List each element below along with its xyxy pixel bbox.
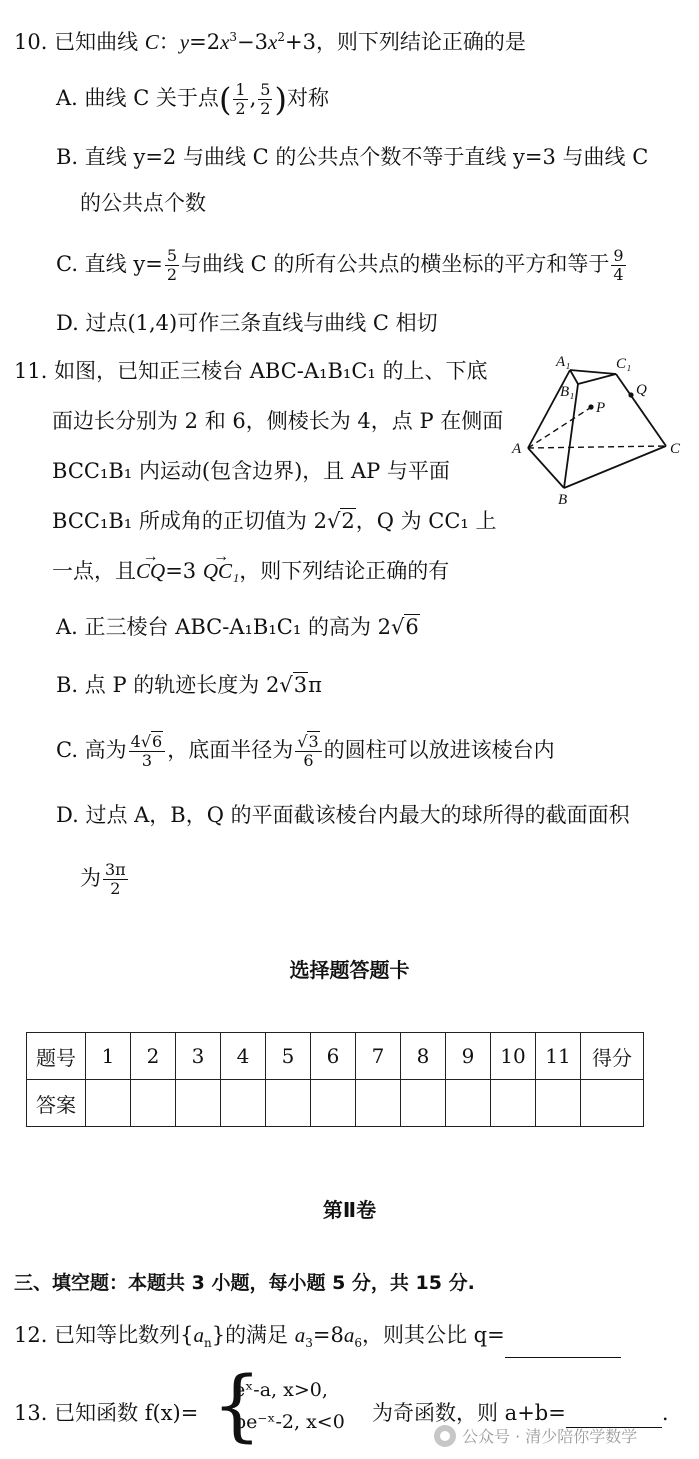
q13-piecewise xyxy=(234,1374,345,1438)
score-label-cell: 得分 xyxy=(581,1033,644,1080)
q10-option-b-line2: 的公共点个数 xyxy=(80,191,206,215)
row-label-answer: 答案 xyxy=(27,1080,86,1127)
frustum-figure xyxy=(508,356,688,506)
question-number-cell: 11 xyxy=(536,1033,581,1080)
edge-ab xyxy=(528,448,564,488)
q13-case-2: be⁻ˣ-2, x<0 xyxy=(234,1411,345,1433)
edge-b1c1 xyxy=(578,374,616,384)
part3-heading: 三、填空题：本题共 3 小题，每小题 5 分，共 15 分. xyxy=(14,1272,475,1294)
q11-option-d-line2: 为 $\frac{3\pi}{2}$ xyxy=(80,860,126,898)
q11-stem-line5: 一点，且→ CQ=3 → QC₁，则下列结论正确的有 xyxy=(52,556,449,586)
q11-option-c: C. 高为 $\frac{4√6}{3}$ ，底面半径为 $\frac{√3}{6}$ 的圆柱可以放进该棱台内 xyxy=(56,732,555,770)
answer-cell[interactable] xyxy=(311,1080,356,1127)
edge-bc xyxy=(564,446,666,488)
q10-option-d: D. 过点(1,4)可作三条直线与曲线 C 相切 xyxy=(56,311,438,335)
label-c: C xyxy=(670,441,681,457)
question-number-cell: 9 xyxy=(446,1033,491,1080)
q11-stem-line3: BCC₁B₁ 内运动(包含边界)，且 AP 与平面 xyxy=(52,459,450,483)
answer-cell[interactable] xyxy=(176,1080,221,1127)
question-number-cell: 5 xyxy=(266,1033,311,1080)
answer-cell[interactable] xyxy=(491,1080,536,1127)
edge-ac-hidden xyxy=(528,446,666,448)
answer-cell[interactable] xyxy=(131,1080,176,1127)
q11-option-a: A. 正三棱台 ABC-A₁B₁C₁ 的高为 2√6 xyxy=(56,615,419,639)
q11-stem-line4: BCC₁B₁ 所成角的正切值为 2√2，Q 为 CC₁ 上 xyxy=(52,509,497,533)
label-b1: B₁ xyxy=(560,384,575,400)
answer-card-title: 选择题答题卡 xyxy=(289,958,410,982)
question-number-cell: 8 xyxy=(401,1033,446,1080)
q13-case-1: eˣ-a, x>0, xyxy=(234,1379,328,1401)
q13-stem-right: 为奇函数，则 a+b= . xyxy=(372,1398,669,1428)
edge-a1b1 xyxy=(570,370,578,384)
question-number-cell: 2 xyxy=(131,1033,176,1080)
q10-option-c: C. 直线 y= $\frac{5}{2}$ 与曲线 C 的所有公共点的横坐标的平方和等于 $\frac{9}{4}$ xyxy=(56,246,624,284)
q12-answer-blank[interactable] xyxy=(505,1335,621,1358)
label-q: Q xyxy=(636,382,647,398)
q10-option-b-line1: B. 直线 y=2 与曲线 C 的公共点个数不等于直线 y=3 与曲线 C xyxy=(56,145,649,169)
label-a: A xyxy=(512,441,522,457)
edge-aa1 xyxy=(528,370,570,448)
question-number-cell: 3 xyxy=(176,1033,221,1080)
label-c1: C₁ xyxy=(616,356,632,372)
label-b: B xyxy=(558,492,568,506)
edge-a1c1 xyxy=(570,370,616,374)
score-cell[interactable] xyxy=(581,1080,644,1127)
q12-stem: 12. 已知等比数列$\{a_n\}$的满足 $a_3=8a_6$，则其公比 q= xyxy=(14,1320,621,1358)
section-2-title: 第Ⅱ卷 xyxy=(322,1198,377,1222)
answer-card-row-numbers xyxy=(27,1033,644,1080)
point-q xyxy=(628,392,633,397)
piecewise-brace: { xyxy=(212,1361,262,1451)
answer-cell[interactable] xyxy=(266,1080,311,1127)
question-number-cell: 4 xyxy=(221,1033,266,1080)
answer-cell[interactable] xyxy=(446,1080,491,1127)
label-p: P xyxy=(596,400,606,416)
q10-stem: 10. 已知曲线 C：$y=2x^3-3x^2+3$，则下列结论正确的是 xyxy=(14,30,526,54)
q11-stem-line2: 面边长分别为 2 和 6，侧棱长为 4，点 P 在侧面 xyxy=(52,409,504,433)
answer-cell[interactable] xyxy=(536,1080,581,1127)
question-number-cell: 10 xyxy=(491,1033,536,1080)
answer-cell[interactable] xyxy=(86,1080,131,1127)
question-number-cell: 6 xyxy=(311,1033,356,1080)
q13-stem-left: 13. 已知函数 f(x)= xyxy=(14,1401,199,1425)
question-number-cell: 7 xyxy=(356,1033,401,1080)
watermark: 公众号 · 清少陪你学数学 xyxy=(434,1424,637,1447)
label-a1: A₁ xyxy=(556,356,571,370)
segment-ap xyxy=(528,408,590,448)
q11-stem-line1: 11. 如图，已知正三棱台 ABC-A₁B₁C₁ 的上、下底 xyxy=(14,359,488,383)
q11-option-b: B. 点 P 的轨迹长度为 2√3π xyxy=(56,673,322,697)
row-label-question-number: 题号 xyxy=(27,1033,86,1080)
answer-cell[interactable] xyxy=(356,1080,401,1127)
answer-card-table xyxy=(26,1032,644,1127)
q11-option-d-line1: D. 过点 A，B，Q 的平面截该棱台内最大的球所得的截面面积 xyxy=(56,803,630,827)
answer-cell[interactable] xyxy=(221,1080,266,1127)
answer-card-row-answers xyxy=(27,1080,644,1127)
q10-option-a: A. 曲线 C 关于点( $\frac{1}{2}$ , $\frac{5}{2}$ )对称 xyxy=(56,80,329,119)
wechat-icon xyxy=(434,1425,456,1447)
question-number-cell: 1 xyxy=(86,1033,131,1080)
answer-cell[interactable] xyxy=(401,1080,446,1127)
point-p xyxy=(588,404,593,409)
